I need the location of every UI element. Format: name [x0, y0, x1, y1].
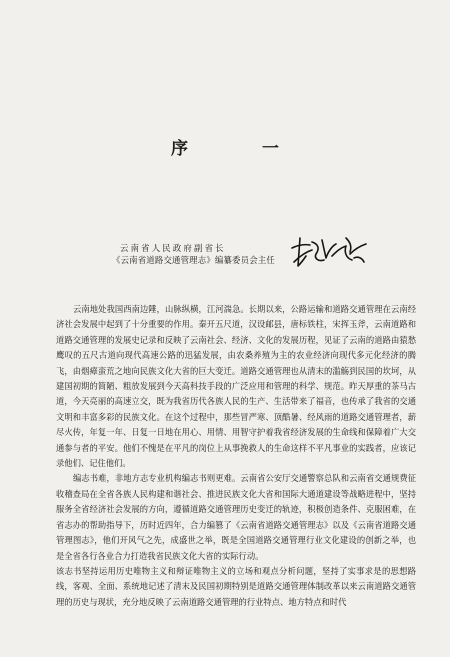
handwritten-signature	[288, 232, 370, 272]
preface-body	[56, 302, 416, 610]
paragraph-2: 编志书难，非地方志专业机构编志书则更难。云南省公安厅交通警察总队和云南省交通规费征收稽查局在全省各族人民构建和谐社会、推进民族文化大省和国际大通道建设等战略进程中，坚持服务全省经济社会发展的方向，遵循道路交通管理历史变迁的轨迹，积极创造条件、克服困难，在省志办的帮助指导下，历时近四年，合力编篡了《云南省道路交通管理志》以及《云南省道路交通管理图志》，他们开风气之先，成盛世之举，既是全国道路交通管理行业文化建设的创新之举，也是全省各行各业合力打造我省民族文化大省的实际行动。	[56, 473, 416, 561]
page-title: 序 一	[171, 139, 313, 159]
author-title-line: 云南省人民政府副省长	[120, 243, 226, 253]
paragraph-1: 云南地处我国西南边陲，山脉纵横，江河湍急。长期以来，公路运输和道路交通管理在云南经济社会发展中起到了十分重要的作用。秦开五尺道，汉设邮县，唐标铁柱，宋挥玉斧，云南道路和道路交通管理的发展史记录和反映了云南社会、经济、文化的发展历程，见证了云南的道路由猿愁鹰叹的五尺古道向现代高速公路的迅猛发展，由农桑养殖为主的农业经济向现代多元化经济的腾飞，由烟瘴蛮荒之地向民族文化大省的巨大变迁。道路交通管理也从清末的滥觞到民国的坎坷，从建国初期的简陋、粗放发展到今天高科技手段的广泛应用和管理的科学、规范。昨天厚重的茶马古道，今天亮丽的高速立交，既为我省历代各族人民的生产、生活带来了福音，也传承了我省的交通文明和丰富多彩的民族文化。在这个过程中，那些冒严寒、顶酷暑、经风雨的道路交通管理者，薪尽火传，年复一年、日复一日地在用心、用情、用智守护着我省经济发展的生命线和保障着广大交通参与者的平安。他们不愧是在平凡的岗位上从事挽救人的生命这样不平凡事业的实践者，应该记录他们、记住他们。	[56, 304, 416, 469]
paragraph-3: 该志书坚持运用历史唯物主义和辩证唯物主义的立场和观点分析问题，坚持了实事求是的思想路线，客观、全面、系统地记述了清末及民国初期特别是道路交通管理体制改革以来云南道路交通管理的历史与现状，充分地反映了云南道路交通管理的行业特点、地方特点和时代	[56, 565, 416, 607]
author-role-line: 《云南省道路交通管理志》编纂委员会主任	[112, 255, 275, 265]
